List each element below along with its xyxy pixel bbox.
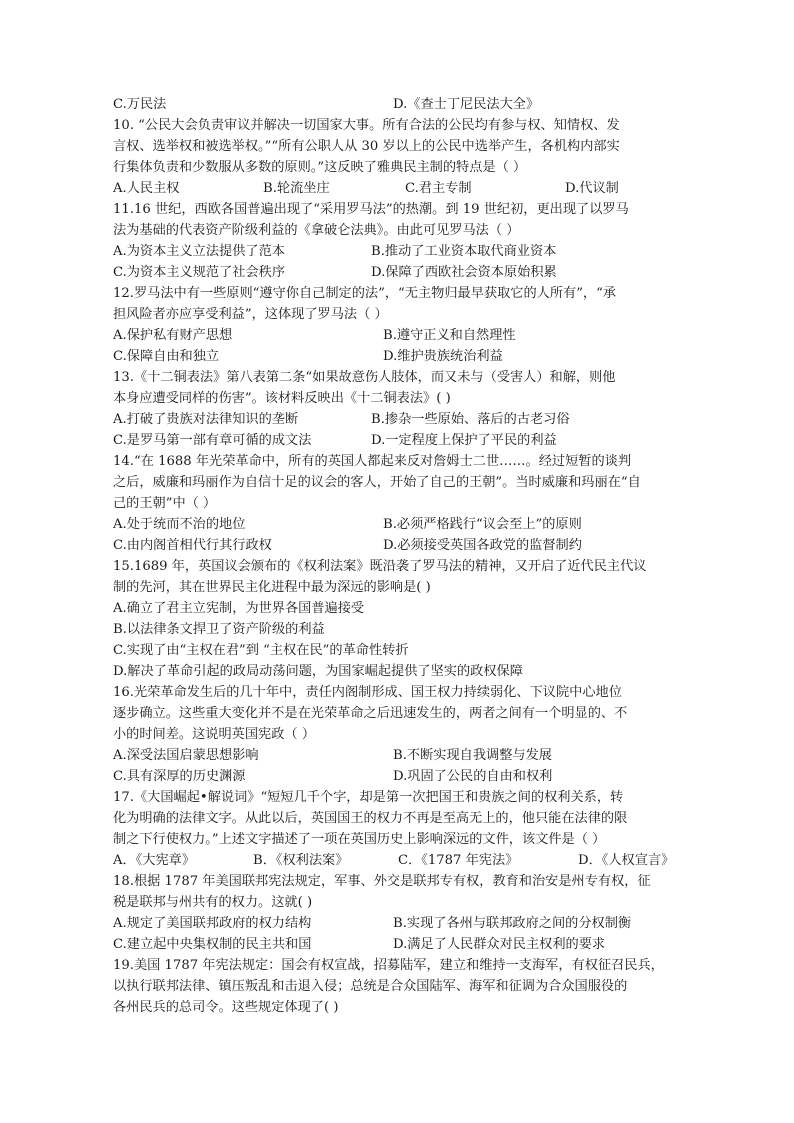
question-13-options-cd [113,430,693,451]
question-11-stem-line-1: 11.16 世纪，西欧各国普遍出现了“采用罗马法”的热潮。到 19 世纪初，更出现了以罗马 [113,202,629,217]
option-b: B.必须严格践行“议会至上”的原则 [383,517,582,532]
question-19-stem-line-1: 19.美国 1787 年宪法规定：国会有权宣战，招募陆军，建立和维持一支海军，有权征召民兵， [113,958,664,973]
option-a: A.保护私有财产思想 [113,328,233,343]
question-16-stem-line-3: 小的时间差。这说明英国宪政（ ） [113,727,316,742]
option-b: B.推动了工业资本取代商业资本 [371,244,557,259]
option-c: C.君主专制 [405,181,472,196]
question-10-options [113,178,693,199]
option-b: B.遵守正义和自然理性 [383,328,516,343]
option-a: A.深受法国启蒙思想影响 [113,748,259,763]
option-c: C.为资本主义规范了社会秩序 [113,265,286,280]
question-18-options-ab [113,913,693,934]
question-16-options-cd [113,766,693,787]
question-16-stem-line-2: 逐步确立。这些重大变化并不是在光荣革命之后迅速发生的，两者之间有一个明显的、不 [113,706,628,721]
question-13-options-ab [113,409,693,430]
question-10-stem-line-3: 行集体负责和少数服从多数的原则。”这反映了雅典民主制的特点是（ ） [113,160,527,175]
question-11-options-cd [113,262,693,283]
question-15-option-c: C.实现了由“主权在君”到 “主权在民”的革命性转折 [113,643,409,658]
option-c: C.具有深厚的历史渊源 [113,769,246,784]
question-15-stem-line-1: 15.1689 年，英国议会颁布的《权利法案》既沿袭了罗马法的精神，又开启了近代民主代议 [113,559,647,574]
option-d: D.满足了人民群众对民主权利的要求 [393,937,606,952]
option-c: C.万民法 [113,97,167,112]
question-18-stem-line-1: 18.根据 1787 年美国联邦宪法规定，军事、外交是联邦专有权，教育和治安是州专有权，征 [113,874,651,889]
option-b: B.不断实现自我调整与发展 [393,748,552,763]
question-17-stem-line-2: 化为明确的法律文字。从此以后，英国国王的权力不再是至高无上的，他只能在法律的限 [113,811,628,826]
question-10-stem-line-2: 言权、选举权和被选举权。”“所有公职人从 30 岁以上的公民中选举产生，各机构内部实 [113,139,620,154]
question-12-options-cd [113,346,693,367]
option-a: A.人民主权 [113,181,180,196]
question-14-stem-line-3: 己的王朝”中（ ） [113,496,217,511]
question-15-option-b: B.以法律条文捍卫了资产阶级的利益 [113,622,325,637]
option-c: C．《1787 年宪法》 [398,853,519,868]
option-c: C.由内阁首相代行其行政权 [113,538,272,553]
question-12-stem-line-1: 12.罗马法中有一些原则“遵守你自己制定的法”，“无主物归最早获取它的人所有”，“承 [113,286,617,301]
option-d: D.代议制 [565,181,619,196]
question-15-stem-line-2: 制的先河，其在世界民主化进程中最为深远的影响是( ) [113,580,431,595]
question-16-options-ab [113,745,693,766]
option-d: D.保障了西欧社会资本原始积累 [371,265,557,280]
option-b: B.实现了各州与联邦政府之间的分权制衡 [393,916,632,931]
question-16-stem-line-1: 16.光荣革命发生后的几十年中，责任内阁制形成、国王权力持续弱化、下议院中心地位 [113,685,622,700]
option-d: D.巩固了公民的自由和权利 [393,769,553,784]
question-14-stem-line-1: 14.“在 1688 年光荣革命中，所有的英国人都起来反对詹姆士二世……。经过短暂的谈判 [113,454,632,469]
question-15-option-a: A.确立了君主立宪制，为世界各国普遍接受 [113,601,365,616]
option-a: A.处于统而不治的地位 [113,517,246,532]
question-12-stem-line-2: 担风险者亦应享受利益”，这体现了罗马法（ ） [113,307,388,322]
option-b: B.轮流坐庄 [263,181,330,196]
question-14-stem-line-2: 之后，威廉和玛丽作为自信十足的议会的客人，开始了自己的王朝”。当时威廉和玛丽在“自 [113,475,641,490]
question-13-stem-line-1: 13.《十二铜表法》第八表第二条“如果故意伤人肢体，而又未与（受害人）和解，则他 [113,370,616,385]
question-11-options-ab [113,241,693,262]
question-17-stem-line-3: 制之下行使权力。”上述文字描述了一项在英国历史上影响深远的文件，该文件是（ ） [113,832,606,847]
q9-options-cd [113,94,693,115]
option-d: D.一定程度上保护了平民的利益 [371,433,557,448]
question-13-stem-line-2: 本身应遭受同样的伤害”。该材料反映出《十二铜表法》( ) [113,391,451,406]
question-18-stem-line-2: 税是联邦与州共有的权力。这就( ) [113,895,313,910]
question-11-stem-line-2: 法为基础的代表资产阶级利益的《拿破仑法典》。由此可见罗马法（ ） [113,223,520,238]
option-a: A．《大宪章》 [113,853,196,868]
question-14-options-ab [113,514,693,535]
option-c: C.是罗马第一部有章可循的成文法 [113,433,312,448]
option-d: D.《查士丁尼民法大全》 [393,97,540,112]
option-c: C.建立起中央集权制的民主共和国 [113,937,312,952]
page-content [113,94,693,1018]
option-b: B.掺杂一些原始、落后的古老习俗 [371,412,570,427]
option-a: A.为资本主义立法提供了范本 [113,244,285,259]
option-d: D.必须接受英国各政党的监督制约 [383,538,582,553]
option-b: B．《权利法案》 [253,853,349,868]
question-19-stem-line-2: 以执行联邦法律、镇压叛乱和击退入侵；总统是合众国陆军、海军和征调为合众国服役的 [113,979,628,994]
question-17-stem-line-1: 17.《大国崛起•解说词》“短短几千个字，却是第一次把国王和贵族之间的权利关系，转 [113,790,624,805]
question-12-options-ab [113,325,693,346]
question-15-option-d: D.解决了革命引起的政局动荡问题，为国家崛起提供了坚实的政权保障 [113,664,523,679]
question-18-options-cd [113,934,693,955]
question-17-options [113,850,693,871]
option-d: D．《人权宣言》 [578,853,675,868]
option-a: A.打破了贵族对法律知识的垄断 [113,412,299,427]
question-10-stem-line-1: 10. “公民大会负责审议并解决一切国家大事。所有合法的公民均有参与权、知情权、发 [113,118,620,133]
option-a: A.规定了美国联邦政府的权力结构 [113,916,312,931]
question-14-options-cd [113,535,693,556]
option-c: C.保障自由和独立 [113,349,220,364]
question-19-stem-line-3: 各州民兵的总司令。这些规定体现了( ) [113,1000,339,1015]
option-d: D.维护贵族统治利益 [383,349,503,364]
